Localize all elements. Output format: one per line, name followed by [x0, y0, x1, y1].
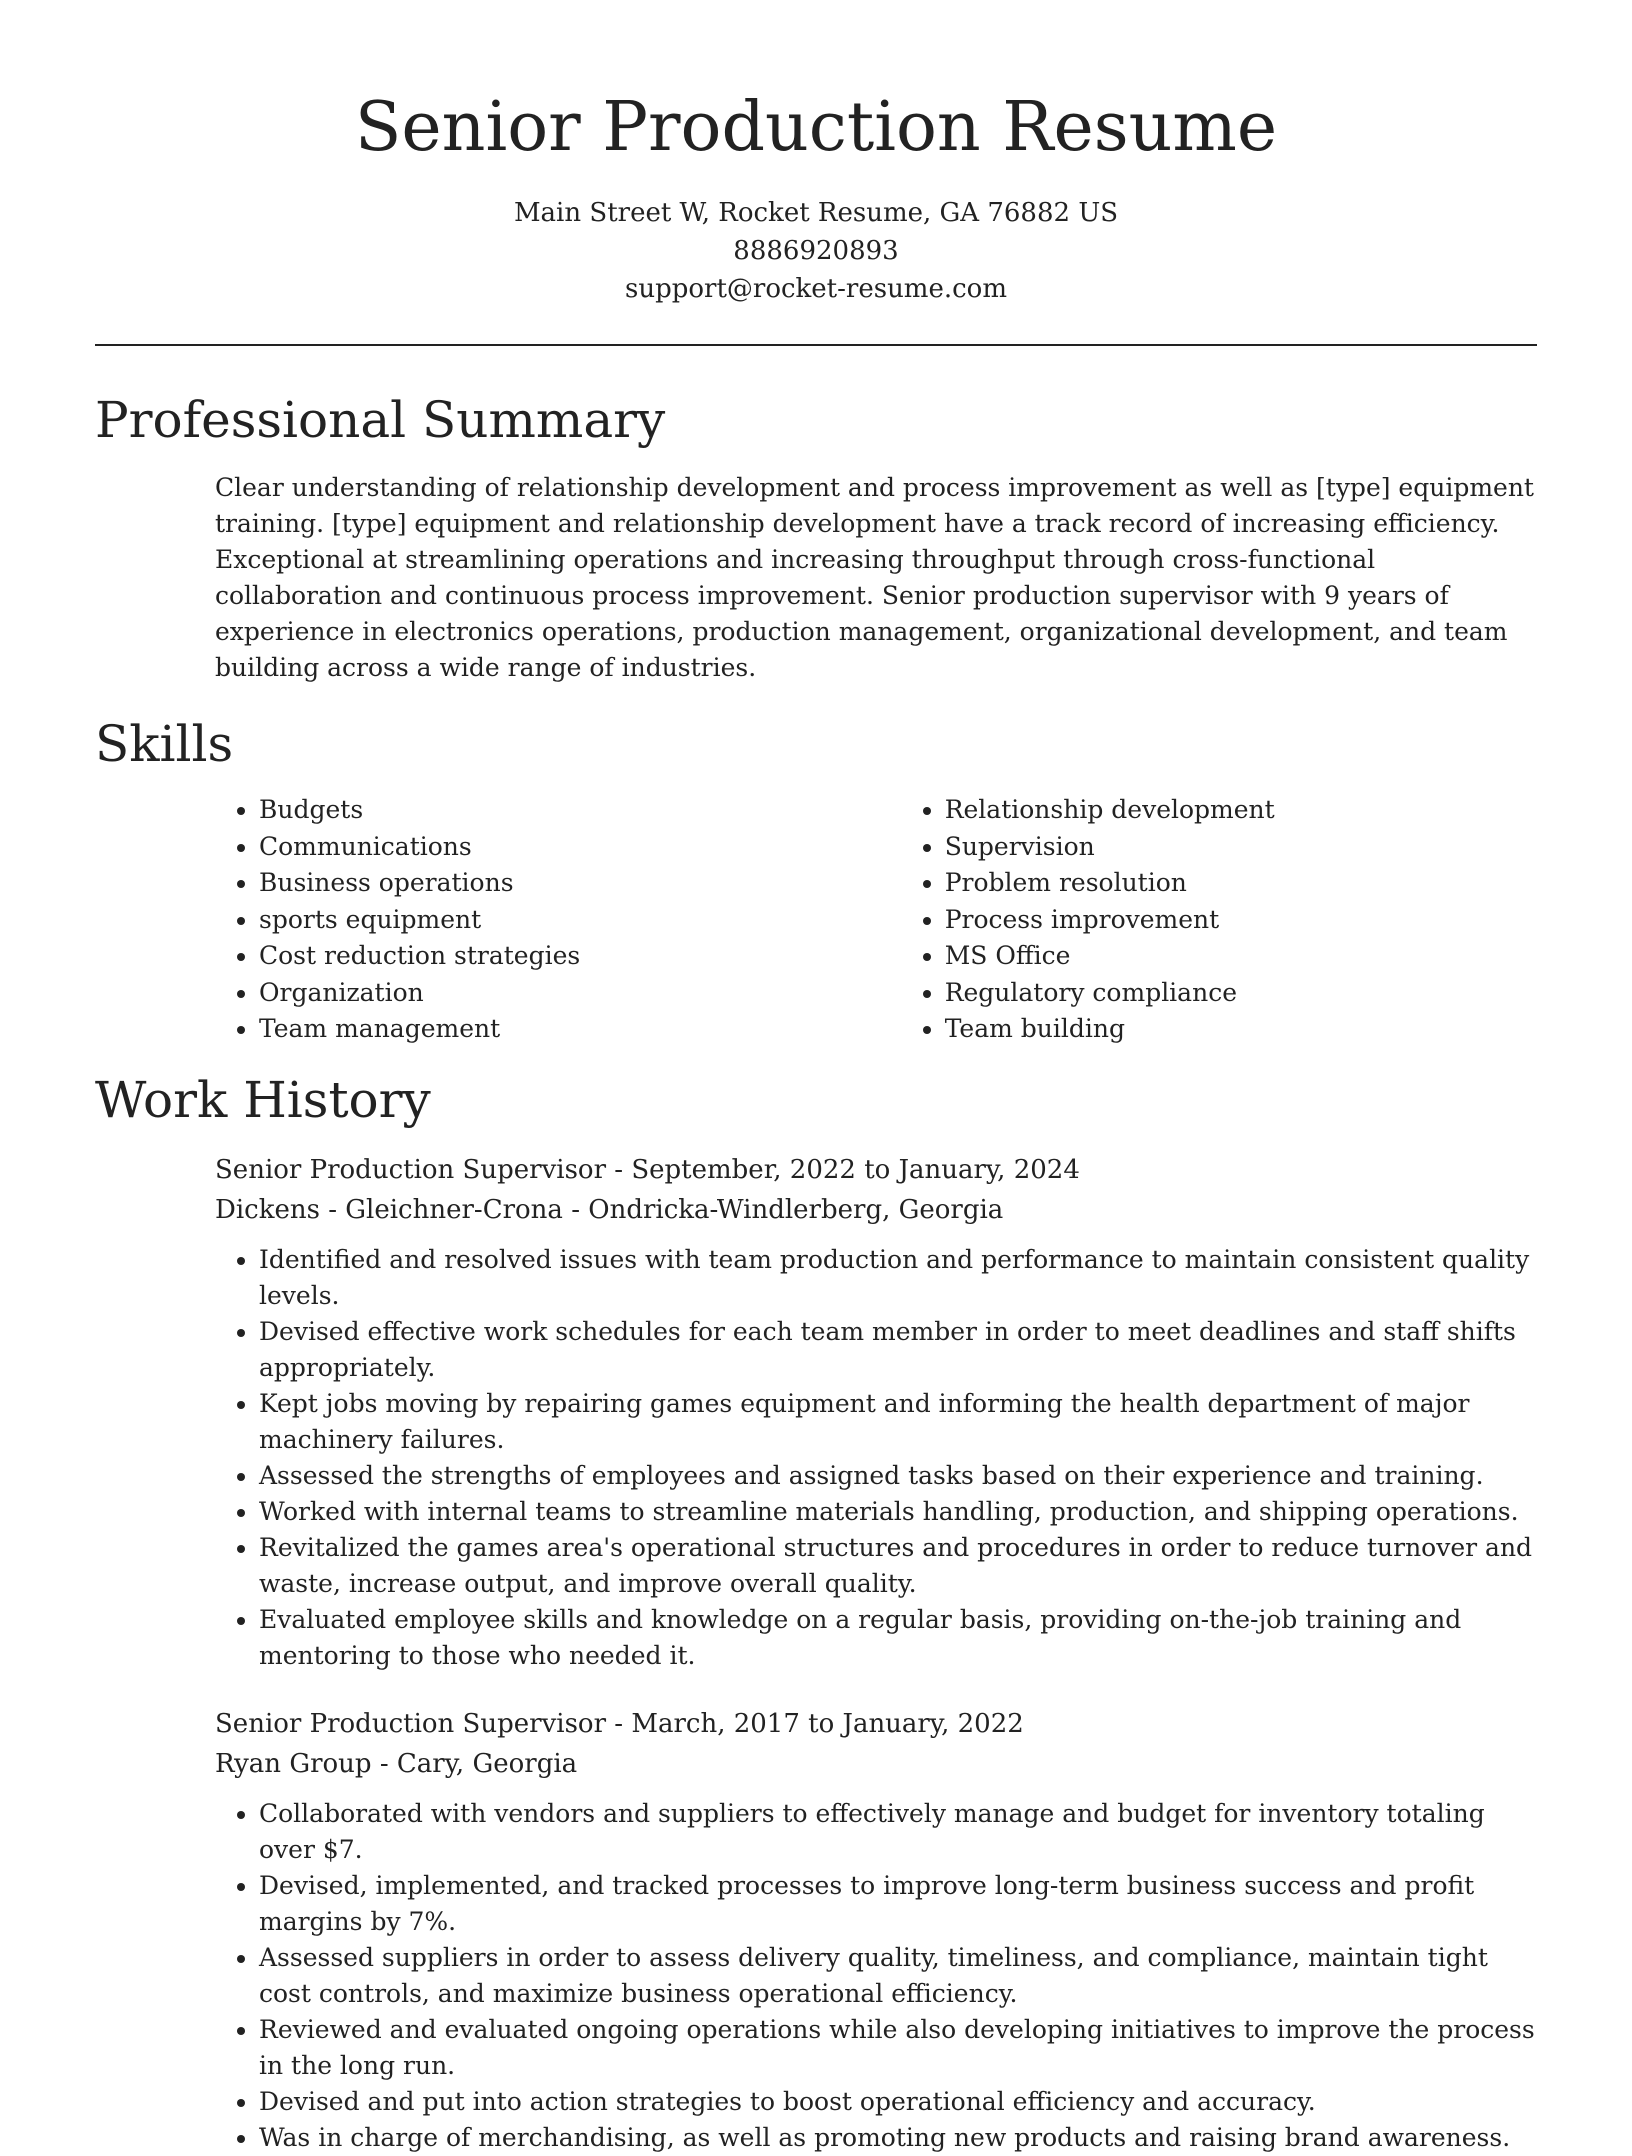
- job-dates: - September, 2022 to January, 2024: [606, 1154, 1080, 1185]
- job-title-line: [215, 1150, 1537, 1190]
- job-bullet: • Revitalized the games area's operational structures and procedures in order to reduce turnover and waste, increase output, and improve overall quality.: [259, 1530, 1537, 1602]
- contact-email: support@rocket-resume.com: [624, 274, 1007, 304]
- skill-item: • Supervision: [945, 829, 1537, 866]
- skill-item: • Process improvement: [945, 902, 1537, 939]
- skill-item: • Business operations: [259, 865, 901, 902]
- job-entry: [215, 1704, 1537, 2156]
- job-bullet: • Was in charge of merchandising, as well as promoting new products and raising brand awareness.: [259, 2120, 1537, 2156]
- resume-header: [95, 0, 1537, 308]
- skills-column-2: [901, 792, 1537, 1048]
- job-title: Senior Production Supervisor: [215, 1154, 607, 1185]
- skill-item: • sports equipment: [259, 902, 901, 939]
- skill-item: • Regulatory compliance: [945, 975, 1537, 1012]
- job-location: - Ondricka-Windlerberg, Georgia: [562, 1194, 1004, 1225]
- skill-item: • Team management: [259, 1011, 901, 1048]
- contact-info: [95, 194, 1537, 308]
- skill-item: • Communications: [259, 829, 901, 866]
- job-company-line: [215, 1190, 1537, 1230]
- skill-item: • Problem resolution: [945, 865, 1537, 902]
- job-bullet: • Assessed the strengths of employees and assigned tasks based on their experience and training.: [259, 1458, 1537, 1494]
- job-bullet: • Kept jobs moving by repairing games equipment and informing the health department of major machinery failures.: [259, 1386, 1537, 1458]
- job-location: - Cary, Georgia: [371, 1748, 578, 1779]
- job-entry: [215, 1150, 1537, 1674]
- skill-item: • MS Office: [945, 938, 1537, 975]
- job-bullet: • Collaborated with vendors and suppliers to effectively manage and budget for inventory totaling over $7.: [259, 1796, 1537, 1868]
- skills-column-1: [215, 792, 901, 1048]
- job-bullet: • Reviewed and evaluated ongoing operations while also developing initiatives to improve the process in the long run.: [259, 2012, 1537, 2084]
- job-bullet: • Evaluated employee skills and knowledge on a regular basis, providing on-the-job training and mentoring to those who needed it.: [259, 1602, 1537, 1674]
- header-divider: [95, 344, 1537, 346]
- skill-item: • Organization: [259, 975, 901, 1012]
- job-company: Ryan Group: [215, 1748, 372, 1779]
- job-title: Senior Production Supervisor: [215, 1708, 607, 1739]
- summary-heading: Professional Summary: [95, 391, 666, 449]
- resume-title: Senior Production Resume: [354, 88, 1278, 167]
- summary-text: Clear understanding of relationship development and process improvement as well as [type] equipment training. [type] equipment and relationship development have a track record of increasing efficiency. Exceptional at streamlining operations and increasing throughput through cross-functional collaboration and continuous process improvement. Senior production supervisor with 9 years of experience in electronics operations, production management, organizational development, and team building across a wide range of industries.: [215, 473, 1534, 682]
- contact-phone: 8886920893: [733, 236, 899, 266]
- skill-item: • Cost reduction strategies: [259, 938, 901, 975]
- job-bullet: • Assessed suppliers in order to assess delivery quality, timeliness, and compliance, maintain tight cost controls, and maximize business operational efficiency.: [259, 1940, 1537, 2012]
- job-bullet: • Devised and put into action strategies to boost operational efficiency and accuracy.: [259, 2084, 1537, 2120]
- skill-item: • Team building: [945, 1011, 1537, 1048]
- job-bullets: [215, 1796, 1537, 2156]
- skill-item: • Budgets: [259, 792, 901, 829]
- job-title-line: [215, 1704, 1537, 1744]
- skill-item: • Relationship development: [945, 792, 1537, 829]
- job-bullet: • Devised, implemented, and tracked processes to improve long-term business success and profit margins by 7%.: [259, 1868, 1537, 1940]
- job-bullets: [215, 1242, 1537, 1674]
- job-company-line: [215, 1744, 1537, 1784]
- job-dates: - March, 2017 to January, 2022: [606, 1708, 1024, 1739]
- job-bullet: • Devised effective work schedules for each team member in order to meet deadlines and staff shifts appropriately.: [259, 1314, 1537, 1386]
- work-history-heading: Work History: [95, 1070, 431, 1129]
- skills-list: [215, 792, 1537, 1048]
- job-bullet: • Worked with internal teams to streamline materials handling, production, and shipping operations.: [259, 1494, 1537, 1530]
- contact-address: Main Street W, Rocket Resume, GA 76882 US: [513, 198, 1119, 228]
- job-bullet: • Identified and resolved issues with team production and performance to maintain consistent quality levels.: [259, 1242, 1537, 1314]
- job-company: Dickens - Gleichner-Crona: [215, 1194, 563, 1225]
- skills-heading: Skills: [95, 715, 234, 773]
